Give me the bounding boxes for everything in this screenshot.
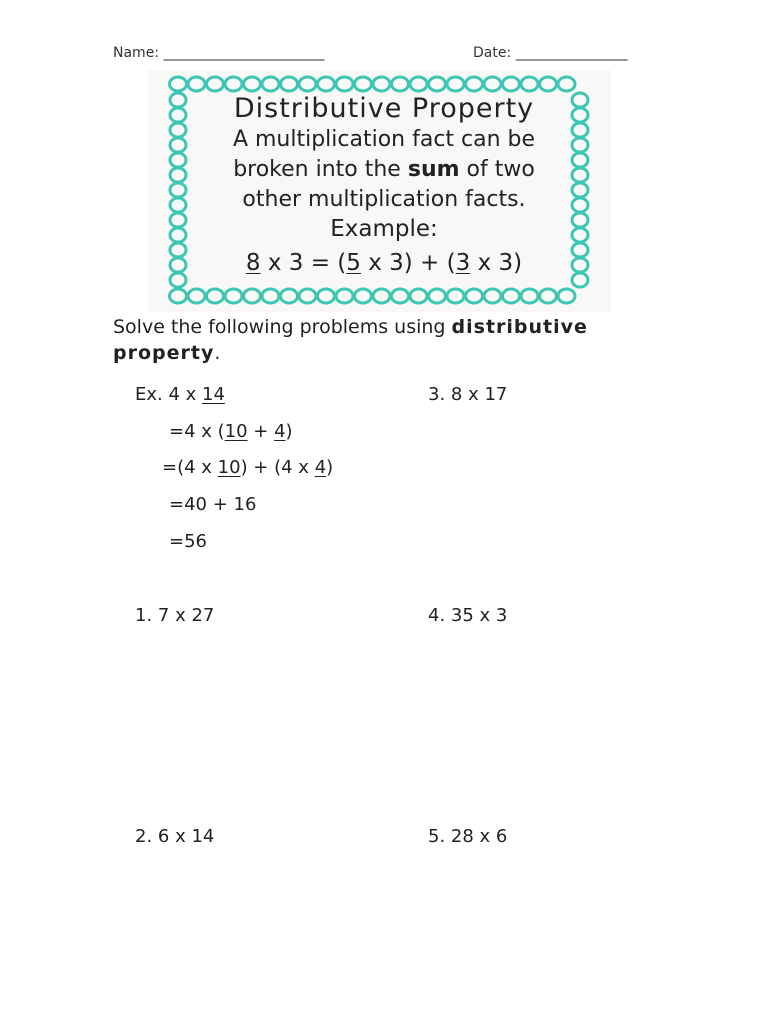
frame-loop [207,77,224,91]
frame-loop [336,289,353,303]
frame-loop [355,289,372,303]
frame-loop [521,77,538,91]
frame-loop [410,289,427,303]
frame-loop [281,77,298,91]
instructions-line-1: Solve the following problems using distributive [113,316,588,338]
frame-loop [447,77,464,91]
frame-loop [392,77,409,91]
frame-loop [373,77,390,91]
name-field-label: Name: _______________________ [113,45,325,61]
frame-loop [466,289,483,303]
frame-loop [558,77,575,91]
frame-loop [299,77,316,91]
problem-3: 3. 8 x 17 [428,384,508,405]
frame-loop [558,289,575,303]
problem-2: 2. 6 x 14 [135,826,215,847]
problem-1: 1. 7 x 27 [135,605,215,626]
frame-loop [355,77,372,91]
example-label: Example: [330,216,438,242]
frame-loop [170,77,187,91]
frame-loop [281,289,298,303]
frame-loop [484,289,501,303]
frame-loop [262,289,279,303]
frame-loop [170,289,187,303]
definition-line-1: A multiplication fact can be [232,127,536,152]
example-problem: Ex. 4 x 14 [135,384,225,405]
frame-loop [521,289,538,303]
frame-loop [318,77,335,91]
instructions-line-2: property. [113,342,221,364]
frame-loop [410,77,427,91]
frame-loop [373,289,390,303]
frame-loop [484,77,501,91]
frame-loop [244,77,261,91]
example-equation: 8 x 3 = (5 x 3) + (3 x 3) [245,250,523,276]
example-step-2: =(4 x 10) + (4 x 4) [162,457,334,478]
frame-loop [299,289,316,303]
frame-loop [318,289,335,303]
example-step-3: =40 + 16 [169,494,257,515]
frame-loop [392,289,409,303]
frame-loop [429,77,446,91]
example-step-1: =4 x (10 + 4) [169,421,293,442]
example-step-4: =56 [169,531,207,552]
frame-loop [225,77,242,91]
problem-5: 5. 28 x 6 [428,826,508,847]
frame-loop [447,289,464,303]
frame-loop [429,289,446,303]
frame-loop [503,77,520,91]
problem-4: 4. 35 x 3 [428,605,508,626]
banner-title: Distributive Property [233,93,535,124]
frame-loop [188,289,205,303]
frame-loop [225,289,242,303]
frame-loop [540,77,557,91]
definition-line-2: broken into the sum of two [233,157,535,182]
date-field-label: Date: ________________ [473,45,628,61]
frame-loop [503,289,520,303]
frame-loop [336,77,353,91]
frame-loop [207,289,224,303]
frame-loop [262,77,279,91]
frame-loop [466,77,483,91]
definition-line-3: other multiplication facts. [242,187,526,212]
frame-loop [188,77,205,91]
frame-loop [540,289,557,303]
frame-loop [244,289,261,303]
